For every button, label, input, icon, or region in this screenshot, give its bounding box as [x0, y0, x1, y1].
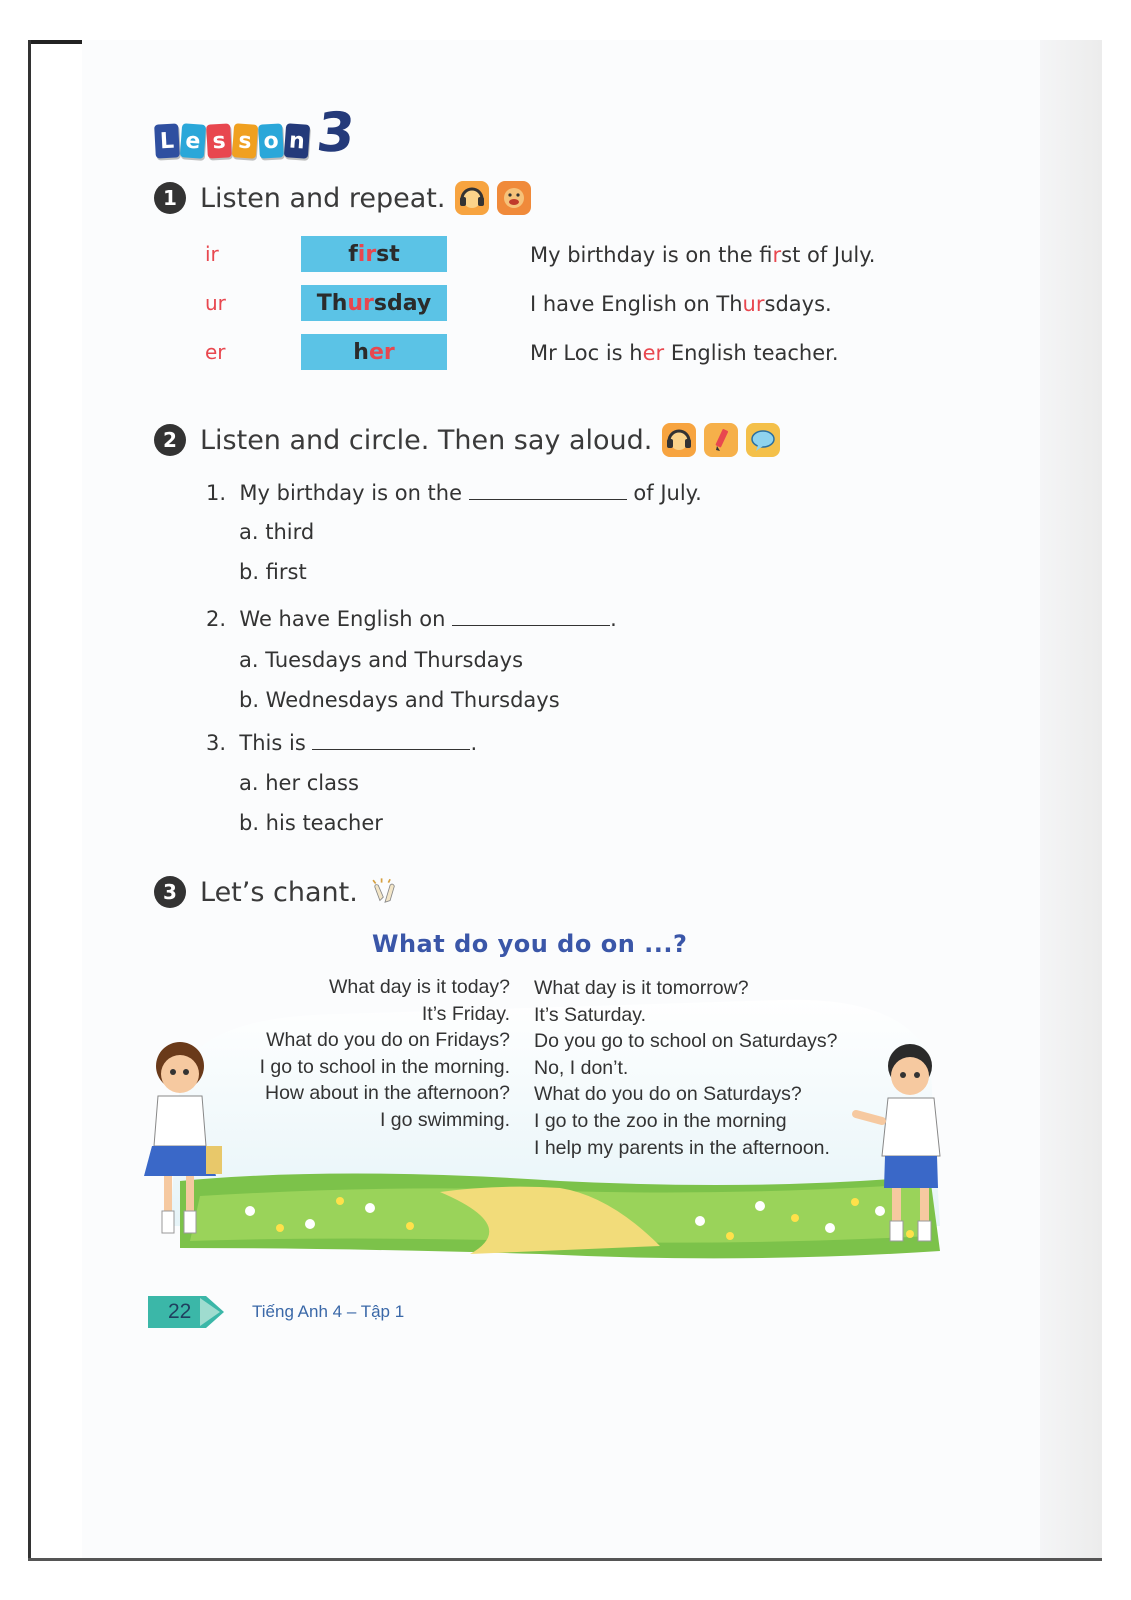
chant-line: I go to the zoo in the morning [534, 1109, 787, 1132]
sound-row [205, 285, 905, 323]
lesson-letter-tile: s [232, 123, 258, 159]
chant-line: It’s Friday. [421, 1002, 510, 1025]
example-sentence [530, 292, 832, 316]
lesson-letter-tile: o [258, 123, 284, 158]
pencil-icon [704, 423, 738, 457]
page-number: 22 [168, 1300, 192, 1323]
lesson-letter-tile: e [180, 123, 206, 159]
headphones-icon [662, 423, 696, 457]
chant-line: I help my parents in the afternoon. [534, 1136, 830, 1159]
section-title: Listen and circle. Then say aloud. [200, 424, 653, 456]
question [206, 481, 702, 505]
section-1-heading [154, 181, 531, 215]
page-shade [1040, 40, 1102, 1560]
sound-label: er [205, 340, 226, 364]
option[interactable]: a. third [239, 520, 315, 544]
word-part: st [376, 241, 400, 267]
word-highlight: ir [357, 241, 377, 267]
speech-bubble-icon [746, 423, 780, 457]
option[interactable]: b. his teacher [239, 811, 383, 835]
word-part: f [348, 241, 358, 267]
chant-line: What do you do on Saturdays? [534, 1083, 802, 1106]
word-part: Th [316, 290, 348, 316]
chant-line: I go swimming. [379, 1108, 510, 1131]
sentence-highlight: ir [772, 243, 782, 267]
chant-title: What do you do on ...? [372, 930, 688, 958]
sentence-part: English teacher. [664, 341, 839, 365]
question-text: My birthday is on the [239, 481, 463, 505]
sound-label: ir [205, 242, 219, 266]
sentence-part: sdays. [764, 292, 832, 316]
option[interactable]: b. Wednesdays and Thursdays [239, 688, 560, 712]
chant-right-column [534, 975, 864, 1161]
chant-line: What do you do on Fridays? [266, 1029, 510, 1052]
answer-blank[interactable] [452, 625, 610, 626]
section-title: Let’s chant. [200, 876, 358, 908]
word-highlight: ur [347, 290, 374, 316]
scan-edge [28, 1558, 1102, 1561]
section-title: Listen and repeat. [200, 182, 446, 214]
option[interactable]: a. Tuesdays and Thursdays [239, 648, 524, 672]
word-box [301, 334, 447, 370]
lesson-heading [155, 101, 358, 164]
section-number: 2 [154, 424, 186, 456]
section-number: 3 [154, 876, 186, 908]
headphones-icon [455, 181, 489, 215]
chant-line: What day is it today? [328, 976, 510, 998]
sound-row [205, 334, 905, 372]
sentence-part: My birthday is on the f [530, 243, 773, 267]
scan-edge [28, 40, 82, 44]
example-sentence [530, 341, 839, 365]
lesson-letter-tile: s [206, 123, 232, 158]
sound-label: ur [205, 291, 226, 315]
question [206, 731, 477, 755]
question-text: . [470, 731, 478, 755]
answer-blank[interactable] [469, 499, 627, 500]
question-text: . [610, 607, 617, 631]
sentence-highlight: er [642, 341, 665, 365]
example-sentence [530, 243, 875, 267]
sound-row [205, 236, 905, 274]
chant-line: What day is it tomorrow? [534, 977, 749, 999]
section-number: 1 [154, 182, 186, 214]
chant-line: It’s Saturday. [534, 1003, 647, 1026]
sentence-part: st of July. [781, 243, 876, 267]
word-highlight: er [368, 339, 395, 365]
book-title: Tiếng Anh 4 – Tập 1 [252, 1302, 405, 1321]
chant-left-column [230, 974, 510, 1134]
lesson-number: 3 [313, 101, 358, 164]
question-text: This is [239, 731, 306, 755]
word-box [301, 285, 447, 321]
section-2-heading [154, 423, 780, 457]
question [206, 607, 617, 631]
lesson-letter-tile: n [284, 123, 310, 159]
chant-line: I go to school in the morning. [259, 1055, 510, 1078]
sentence-part: Mr Loc is h [530, 341, 643, 365]
question-text: We have English on [239, 607, 446, 631]
word-box [301, 236, 447, 272]
chant-line: Do you go to school on Saturdays? [534, 1030, 838, 1053]
sentence-part: I have English on Th [530, 292, 743, 316]
chant-line: No, I don’t. [534, 1056, 629, 1079]
question-text: of July. [633, 481, 702, 505]
question-number: 1. [206, 481, 227, 505]
question-number: 2. [206, 607, 227, 631]
section-3-heading [154, 875, 402, 909]
word-part: sday [373, 290, 432, 316]
question-number: 3. [206, 731, 227, 755]
speaking-icon [497, 181, 531, 215]
option[interactable]: a. her class [239, 771, 359, 795]
lesson-letter-tile: L [154, 123, 180, 158]
scan-edge [28, 40, 31, 1560]
option[interactable]: b. first [239, 560, 307, 584]
answer-blank[interactable] [312, 749, 470, 750]
chant-line: How about in the afternoon? [264, 1082, 510, 1105]
word-part: h [353, 339, 369, 365]
clapping-hands-icon [368, 875, 402, 909]
sentence-highlight: ur [742, 292, 765, 316]
